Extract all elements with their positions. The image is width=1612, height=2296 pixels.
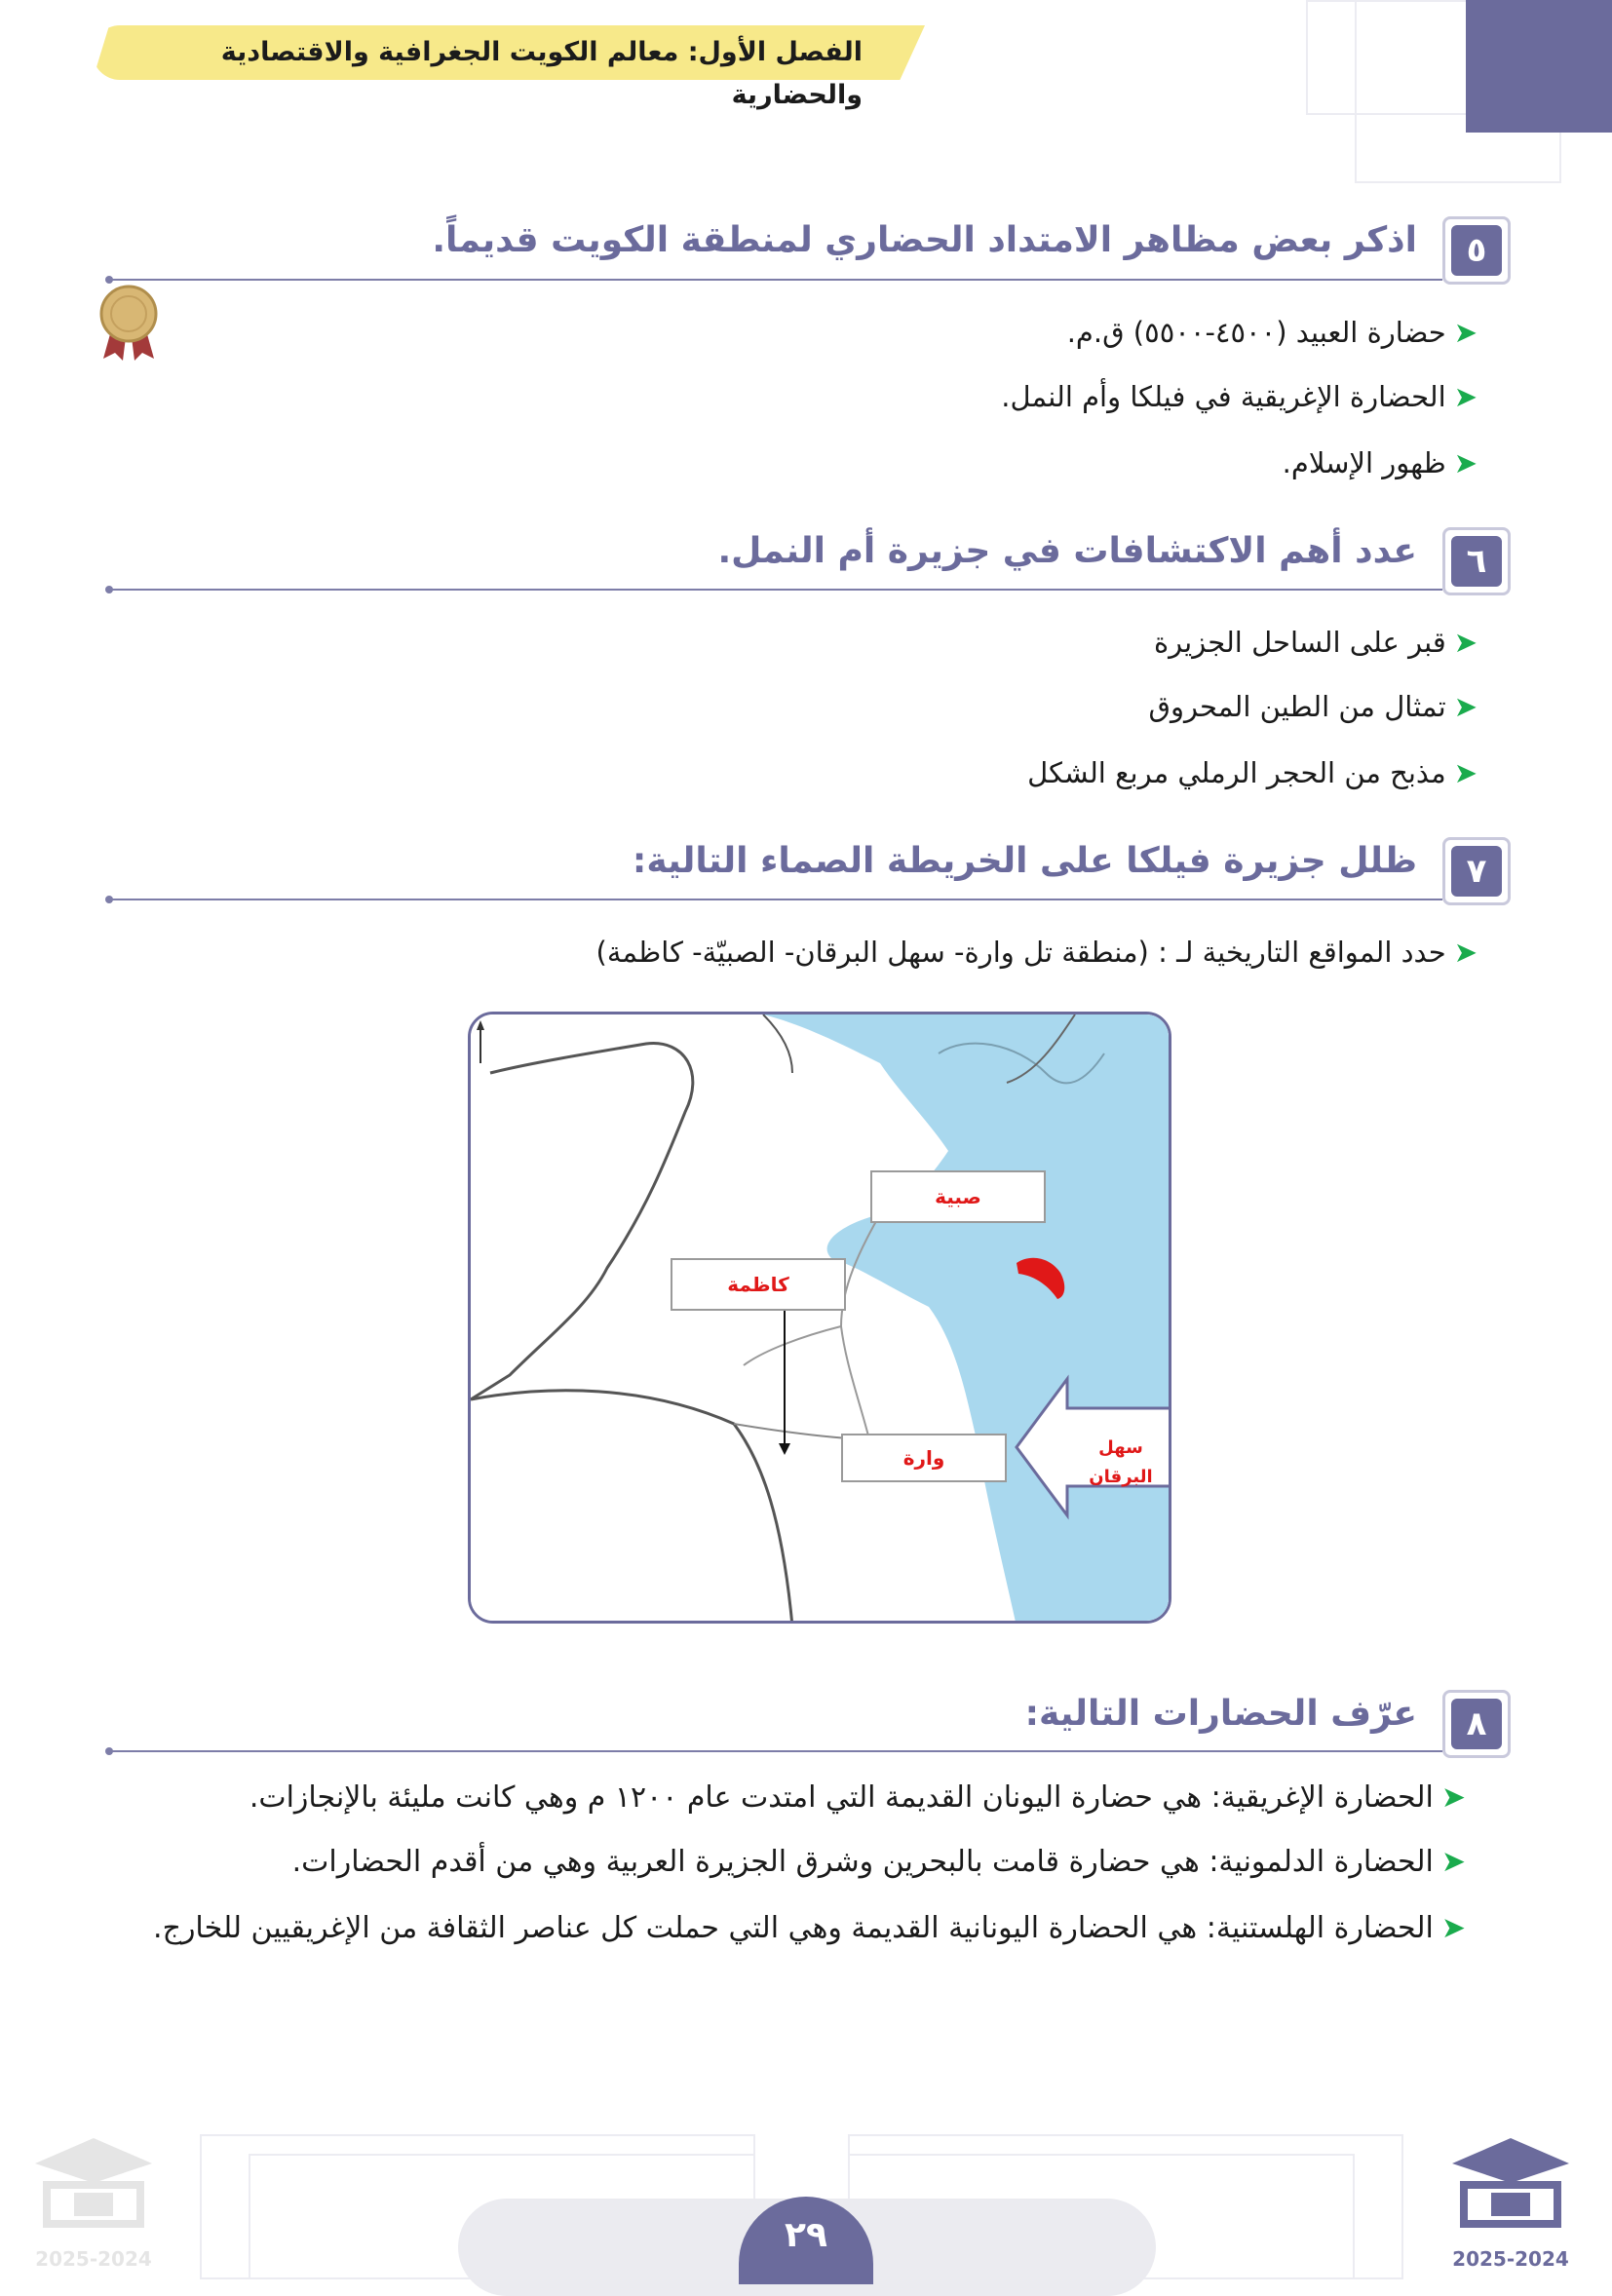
bullet-chevron-icon: ➤ (1440, 1780, 1466, 1815)
bullet-chevron-icon: ➤ (1453, 380, 1478, 413)
question-number-badge (1442, 1690, 1511, 1758)
chapter-title: الفصل الأول: معالم الكويت الجغرافية والاقتصادية والحضارية (220, 37, 863, 110)
bullet-chevron-icon: ➤ (1440, 1911, 1466, 1945)
question-rule (109, 589, 1442, 591)
map-label-burgan: سهل البرقان (1089, 1437, 1153, 1487)
answer-item (249, 1776, 1466, 1820)
answer-text: الحضارة الإغريقية في فيلكا وأم النمل. (1001, 380, 1446, 413)
question-number: ٥ (1451, 225, 1502, 276)
bullet-chevron-icon: ➤ (1453, 756, 1478, 789)
question-number-badge (1442, 216, 1511, 285)
answer-item (1067, 310, 1478, 355)
logo-year: 2025-2024 (1452, 2247, 1569, 2271)
publisher-logo (1442, 2134, 1579, 2271)
answer-text: حدد المواقع التاريخية لـ : (منطقة تل وارة- سهل البرقان- الصبيّة- كاظمة) (595, 936, 1446, 969)
answer-text: الحضارة الهلستنية: هي الحضارة اليونانية القديمة وهي التي حملت كل عناصر الثقافة من الإغريقيين للخارج. (153, 1911, 1434, 1945)
question-rule (109, 279, 1442, 281)
medal-icon (97, 285, 160, 363)
answer-item (1027, 750, 1478, 795)
bullet-chevron-icon: ➤ (1453, 690, 1478, 723)
question-number-badge (1442, 527, 1511, 595)
question-title: ظلل جزيرة فيلكا على الخريطة الصماء التالية: (632, 841, 1417, 881)
graduation-cap-icon (25, 2134, 162, 2232)
answer-item (596, 930, 1478, 975)
bullet-chevron-icon: ➤ (1453, 626, 1478, 659)
question-title: عرّف الحضارات التالية: (1024, 1694, 1417, 1734)
answer-item (1149, 684, 1478, 729)
question-number-badge (1442, 837, 1511, 905)
question-number: ٧ (1451, 846, 1502, 897)
publisher-logo-watermark (25, 2134, 162, 2271)
bullet-chevron-icon: ➤ (1440, 1845, 1466, 1879)
answer-item (1283, 440, 1478, 485)
question-number: ٦ (1451, 536, 1502, 587)
answer-text: الحضارة الإغريقية: هي حضارة اليونان القديمة التي امتدت عام ١٢٠٠ م وهي كانت مليئة بالإنجازات. (249, 1780, 1434, 1815)
kuwait-map (468, 1012, 1171, 1624)
answer-item (292, 1840, 1466, 1885)
answer-item (153, 1906, 1466, 1951)
logo-year: 2025-2024 (35, 2247, 152, 2271)
graduation-cap-icon (1442, 2134, 1579, 2232)
map-drawing (471, 1014, 1171, 1624)
question-rule (109, 899, 1442, 900)
answer-text: قبر على الساحل الجزيرة (1153, 626, 1446, 659)
answer-text: مذبح من الحجر الرملي مربع الشكل (1027, 756, 1446, 789)
corner-block (1466, 0, 1612, 133)
bullet-chevron-icon: ➤ (1453, 316, 1478, 349)
bullet-chevron-icon: ➤ (1453, 936, 1478, 969)
question-number: ٨ (1451, 1699, 1502, 1749)
answer-text: ظهور الإسلام. (1282, 446, 1446, 479)
page-number: ٢٩ (739, 2197, 873, 2284)
answer-text: حضارة العبيد (٤٥٠٠-٥٥٠٠) ق.م. (1066, 316, 1446, 349)
map-label-wara: وارة (841, 1434, 1007, 1482)
question-title: اذكر بعض مظاهر الامتداد الحضاري لمنطقة الكويت قديماً. (432, 220, 1417, 260)
answer-text: الحضارة الدلمونية: هي حضارة قامت بالبحرين وشرق الجزيرة العربية وهي من أقدم الحضارات. (291, 1845, 1434, 1879)
map-label-kazma: كاظمة (671, 1258, 846, 1311)
answer-item (1154, 620, 1478, 665)
question-title: عدد أهم الاكتشافات في جزيرة أم النمل. (717, 531, 1417, 571)
bullet-chevron-icon: ➤ (1453, 446, 1478, 479)
map-label-subiya: صبية (870, 1170, 1046, 1223)
question-rule (109, 1750, 1442, 1752)
answer-text: تمثال من الطين المحروق (1148, 690, 1446, 723)
answer-item (1001, 374, 1478, 419)
